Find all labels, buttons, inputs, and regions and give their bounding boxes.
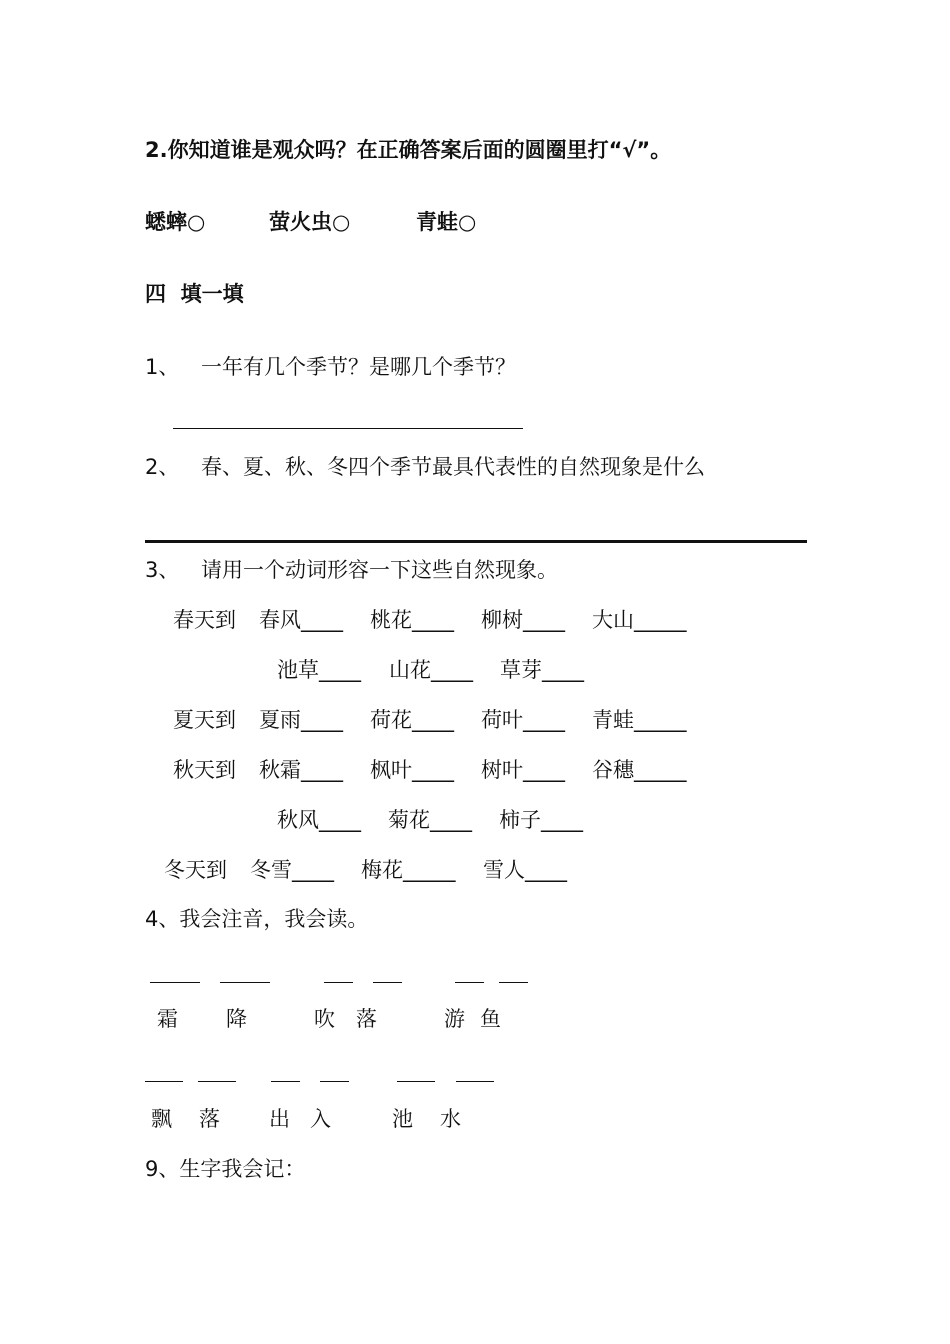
pinyin-blank[interactable] xyxy=(150,982,200,983)
pinyin-blank[interactable] xyxy=(455,982,484,983)
autumn-item[interactable]: 秋风____ xyxy=(277,808,361,832)
char: 降 xyxy=(226,1007,247,1031)
char: 出 xyxy=(269,1107,290,1131)
fill-q1-number: 1、 xyxy=(145,355,180,379)
spring-item[interactable]: 桃花____ xyxy=(370,608,454,632)
winter-label: 冬天到 xyxy=(164,858,227,882)
fill-q3-text: 请用一个动词形容一下这些自然现象。 xyxy=(201,558,558,582)
fill-q2-answer-line[interactable] xyxy=(145,540,807,543)
fill-q1-answer-line[interactable] xyxy=(173,428,523,429)
pinyin-blank[interactable] xyxy=(145,1081,183,1082)
pinyin-blank[interactable] xyxy=(324,982,353,983)
q9-title: 9、生字我会记： xyxy=(145,1157,306,1181)
autumn-item[interactable]: 柿子____ xyxy=(499,808,583,832)
pinyin-blank[interactable] xyxy=(198,1081,236,1082)
spring-label: 春天到 xyxy=(173,608,236,632)
summer-item[interactable]: 荷叶____ xyxy=(481,708,565,732)
pinyin-blank[interactable] xyxy=(456,1081,494,1082)
q2-option-frog[interactable]: 青蛙○ xyxy=(416,210,477,234)
char: 鱼 xyxy=(480,1007,501,1031)
pinyin-blank[interactable] xyxy=(271,1081,300,1082)
char: 飘 xyxy=(151,1107,172,1131)
q2-title: 2.你知道谁是观众吗？在正确答案后面的圆圈里打“√”。 xyxy=(145,138,672,162)
winter-item[interactable]: 雪人____ xyxy=(483,858,567,882)
spring-item[interactable]: 大山_____ xyxy=(592,608,687,632)
autumn-item[interactable]: 秋霜____ xyxy=(259,758,343,782)
char: 游 xyxy=(444,1007,465,1031)
fill-q1-text: 一年有几个季节？是哪几个季节？ xyxy=(201,355,516,379)
autumn-item[interactable]: 菊花____ xyxy=(388,808,472,832)
spring-item[interactable]: 柳树____ xyxy=(481,608,565,632)
spring-item[interactable]: 草芽____ xyxy=(500,658,584,682)
fill-q2-number: 2、 xyxy=(145,455,180,479)
char: 落 xyxy=(356,1007,377,1031)
char: 落 xyxy=(199,1107,220,1131)
winter-item[interactable]: 梅花_____ xyxy=(361,858,456,882)
autumn-label: 秋天到 xyxy=(173,758,236,782)
pinyin-blank[interactable] xyxy=(373,982,402,983)
q2-option-cricket[interactable]: 蟋蟀○ xyxy=(145,210,206,234)
autumn-item[interactable]: 谷穗_____ xyxy=(592,758,687,782)
summer-item[interactable]: 荷花____ xyxy=(370,708,454,732)
char: 吹 xyxy=(314,1007,335,1031)
pinyin-blank[interactable] xyxy=(220,982,270,983)
char: 霜 xyxy=(157,1007,178,1031)
summer-label: 夏天到 xyxy=(173,708,236,732)
q2-option-firefly[interactable]: 萤火虫○ xyxy=(269,210,351,234)
char: 池 xyxy=(392,1107,413,1131)
fill-q3-number: 3、 xyxy=(145,558,180,582)
summer-item[interactable]: 夏雨____ xyxy=(259,708,343,732)
autumn-item[interactable]: 枫叶____ xyxy=(370,758,454,782)
pinyin-blank[interactable] xyxy=(499,982,528,983)
char: 入 xyxy=(310,1107,331,1131)
section4-title: 四 填一填 xyxy=(145,282,244,306)
spring-item[interactable]: 春风____ xyxy=(259,608,343,632)
autumn-item[interactable]: 树叶____ xyxy=(481,758,565,782)
char: 水 xyxy=(440,1107,461,1131)
fill-q2-text: 春、夏、秋、冬四个季节最具代表性的自然现象是什么 xyxy=(201,455,705,479)
spring-item[interactable]: 池草____ xyxy=(277,658,361,682)
spring-item[interactable]: 山花____ xyxy=(389,658,473,682)
pinyin-blank[interactable] xyxy=(397,1081,435,1082)
pinyin-blank[interactable] xyxy=(320,1081,349,1082)
winter-item[interactable]: 冬雪____ xyxy=(250,858,334,882)
summer-item[interactable]: 青蛙_____ xyxy=(592,708,687,732)
q4-title: 4、我会注音，我会读。 xyxy=(145,907,369,931)
